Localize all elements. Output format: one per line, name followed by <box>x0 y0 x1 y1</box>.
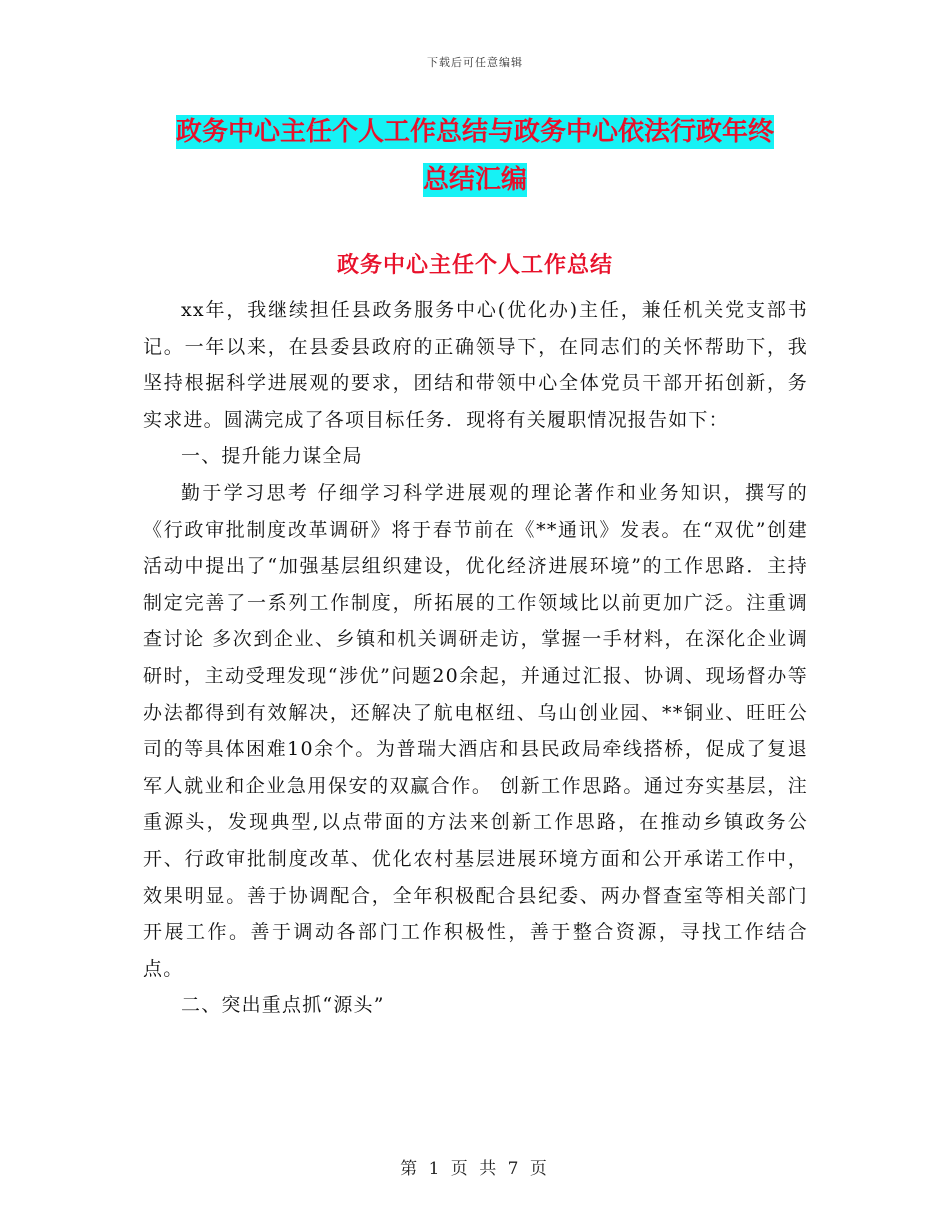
paragraph-heading-2: 二、突出重点抓“源头” <box>181 994 385 1017</box>
paragraph-heading-1: 一、提升能力谋全局 <box>181 445 363 468</box>
section-title: 政务中心主任个人工作总结 <box>336 252 613 278</box>
main-title-line-2: 总结汇编 <box>422 165 527 195</box>
page-footer: 第 1 页 共 7 页 <box>400 1159 550 1179</box>
header-note: 下载后可任意编辑 <box>427 56 523 69</box>
paragraph-body-1: 勤于学习思考 仔细学习科学进展观的理论著作和业务知识，撰写的《行政审批制度改革调研》将于春节前在《**通讯》发表。在“双优”创建活动中提出了“加强基层组织建设，优化经济进展环境”的工作思路．主持制定完善了一系列工作制度，所拓展的工作领域比以前更加广泛。注重调查讨论 多次到企业、乡镇和机关调研走访，掌握一手材料，在深化企业调研时，主动受理发现“涉优”问题20余起，并通过汇报、协调、现场督办等办法都得到有效解决，还解决了航电枢纽、乌山创业园、**铜业、旺旺公司的等具体困难10余个。为普瑞大酒店和县民政局牵线搭桥，促成了复退军人就业和企业急用保安的双赢合作。 创新工作思路。通过夯实基层，注重源头，发现典型,以点带面的方法来创新工作思路，在推动乡镇政务公开、行政审批制度改革、优化农村基层进展环境方面和公开承诺工作中，效果明显。善于协调配合，全年积极配合县纪委、两办督查室等相关部门开展工作。善于调动各部门工作积极性，善于整合资源，寻找工作结合点。 <box>143 481 808 980</box>
body-text <box>143 292 808 1024</box>
paragraph-intro: xx年，我继续担任县政务服务中心(优化办)主任，兼任机关党支部书记。一年以来，在县委县政府的正确领导下，在同志们的关怀帮助下，我坚持根据科学进展观的要求，团结和带领中心全体党员干部开拓创新，务实求进。圆满完成了各项目标任务．现将有关履职情况报告如下： <box>143 299 808 431</box>
main-title-line-1: 政务中心主任个人工作总结与政务中心依法行政年终 <box>175 117 774 147</box>
main-title <box>150 108 800 204</box>
